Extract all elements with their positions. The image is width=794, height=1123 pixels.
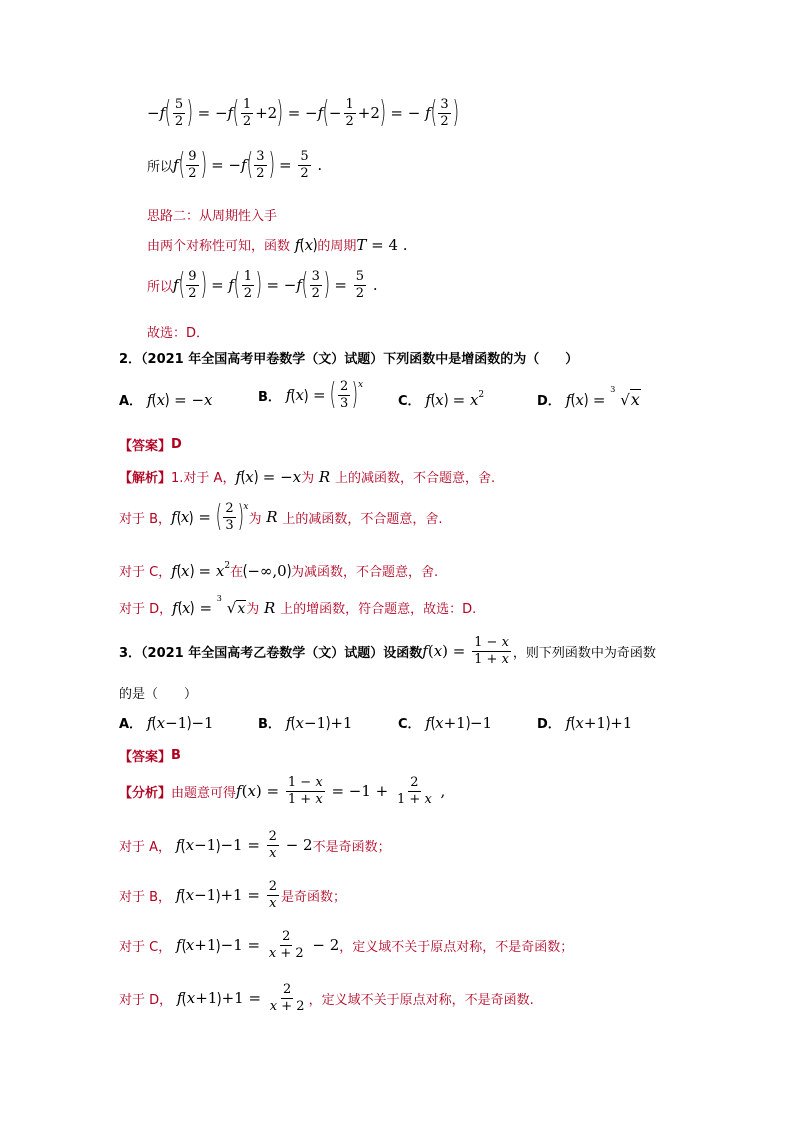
q2-option-b: B． f ( x ) = ( $\frac{2}{3}$ ) $^x$ <box>258 377 364 413</box>
q3-stem-2: 的是（ ） <box>119 687 198 702</box>
q3-option-a: A． f ( x −1 ) −1 <box>119 713 214 732</box>
math-line-1: − f ( $\frac{5}{2}$ ) = − f ( $\frac{1}{2}$ +2 ) = − f ( − $\frac{1}{2}$ +2 ) = − f ( $\frac{3}{2}$ ) <box>147 95 459 131</box>
q2-analysis-1: 【解析】 1.对于 A， f ( x ) = − x 为 R 上的减函数，不合题意，舍. <box>119 467 496 486</box>
q2-analysis-3: 对于 C， f ( x ) = x $^2$ 在 ( −∞,0 ) 为减函数，不合题意，舍. <box>119 561 439 580</box>
q2-stem: 2．（2021 年全国高考甲卷数学（文）试题）下列函数中是增函数的为（ ） <box>119 352 579 367</box>
q2-option-a: A． f ( x ) = − x <box>119 390 213 409</box>
q3-option-b: B． f ( x −1 ) +1 <box>258 713 353 732</box>
q2-answer: 【答案】 D <box>119 437 182 454</box>
q3-option-d: D． f ( x +1 ) +1 <box>537 713 633 732</box>
q3-stem: 3．（2021 年全国高考乙卷数学（文）试题）设函数 f ( x ) = $\frac{1 - x}{1 + x}$ ，则下列函数中为奇函数 <box>119 635 656 667</box>
q3-answer: 【答案】 B <box>119 748 181 765</box>
q3-analysis-b: 对于 B， f ( x −1 ) +1 = $\frac{2}{x}$ 是奇函数； <box>119 879 346 911</box>
q2-analysis-4: 对于 D， f ( x ) = 3 √x 为 R 上的增函数，符合题意，故选：D. <box>119 593 477 617</box>
q3-analysis-f: 【分析】 由题意可得 f ( x ) = $\frac{1 - x}{1 + x}$ = −1 + $\frac{2}{1 + x}$ , <box>119 775 446 807</box>
math-line-3: 所以 f ( $\frac{9}{2}$ ) = f ( $\frac{1}{2}$ ) = − f ( $\frac{3}{2}$ ) = $\frac{5}{2}$ . <box>147 267 378 303</box>
q2-option-c: C． f ( x ) = x $^2$ <box>398 390 485 409</box>
q2-option-d: D． f ( x ) = 3 √x <box>537 385 640 409</box>
choose-d: 故选：D． <box>147 326 210 341</box>
math-line-2: 所以 f ( $\frac{9}{2}$ ) = − f ( $\frac{3}{2}$ ) = $\frac{5}{2}$ . <box>147 147 323 183</box>
q3-option-c: C． f ( x +1 ) −1 <box>398 713 493 732</box>
q3-analysis-c: 对于 C， f ( x +1 ) −1 = $\frac{2}{x + 2}$ − 2 ，定义域不关于原点对称，不是奇函数； <box>119 929 574 961</box>
q3-analysis-d: 对于 D， f ( x +1 ) +1 = $\frac{2}{x + 2}$ ，定义域不关于原点对称，不是奇函数. <box>119 982 534 1014</box>
idea-two: 思路二：从周期性入手 <box>147 209 278 224</box>
q2-analysis-2: 对于 B， f ( x ) = ( $\frac{2}{3}$ ) $^x$ 为 R 上的减函数，不合题意，舍. <box>119 499 443 535</box>
q3-analysis-a: 对于 A， f ( x −1 ) −1 = $\frac{2}{x}$ − 2 不是奇函数； <box>119 829 391 861</box>
period-line: 由两个对称性可知，函数 f ( x ) 的周期 T = 4 . <box>147 235 408 254</box>
